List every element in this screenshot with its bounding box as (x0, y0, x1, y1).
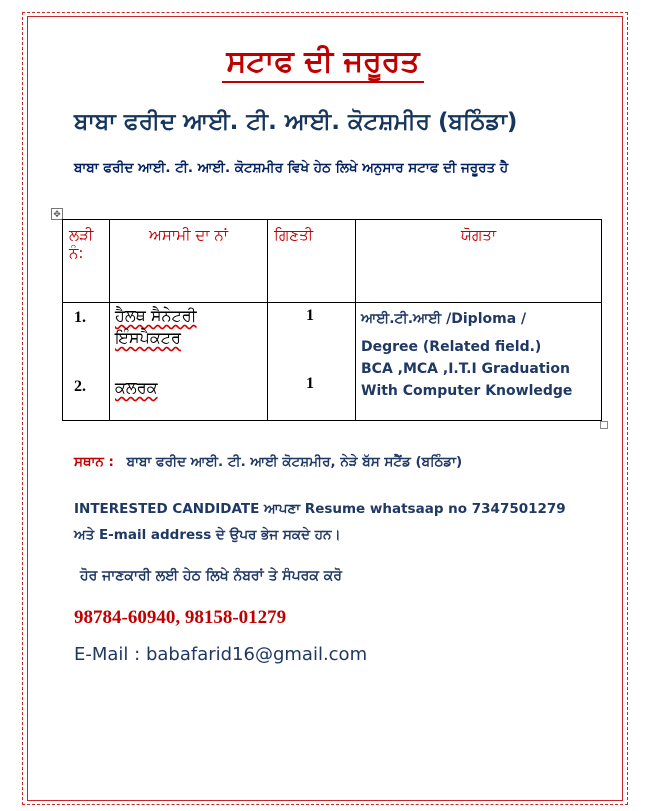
page-title (0, 44, 646, 79)
header-post-name: ਅਸਾਮੀ ਦਾ ਨਾਂ (110, 220, 268, 303)
title-text: ਸਟਾਫ ਦੀ ਜਰੂਰਤ (222, 44, 423, 83)
instruction-line-1: INTERESTED CANDIDATE ਆਪਣਾ Resume whatsaap no 7347501279 (74, 501, 566, 517)
table-header-row (63, 220, 602, 303)
row-2-serial: 2. (74, 378, 86, 395)
location-line (74, 454, 462, 470)
institute-name: ਬਾਬਾ ਫਰੀਦ ਆਈ. ਟੀ. ਆਈ. ਕੋਟਸ਼ਮੀਰ (ਬਠਿੰਡਾ) (74, 109, 518, 135)
location-label: ਸਥਾਨ : (74, 454, 114, 470)
header-serial-number: ਲੜੀ ਨੰ: (63, 220, 110, 303)
serial-cell (63, 303, 110, 421)
instruction-line-2: ਅਤੇ E-mail address ਦੇ ਉਪਰ ਭੇਜ ਸਕਦੇ ਹਨ। (74, 527, 341, 543)
requirement-statement: ਬਾਬਾ ਫਰੀਦ ਆਈ. ਟੀ. ਆਈ. ਕੋਟਸ਼ਮੀਰ ਵਿਖੇ ਹੇਠ ਲਿਖੇ ਅਨੁਸਾਰ ਸਟਾਫ ਦੀ ਜਰੂਰਤ ਹੈ (74, 160, 509, 176)
email-address: E-Mail : babafarid16@gmail.com (74, 644, 368, 665)
row-1-count: 1 (306, 307, 314, 324)
row-1-post: ਹੈਲਥ ਸੈਨੇਟਰੀ ਇੰਸਪੈਕਟਰ (115, 306, 197, 347)
qualification-line: BCA ,MCA ,I.T.I Graduation (361, 361, 570, 377)
header-qualification: ਯੋਗਤਾ (356, 220, 602, 303)
qualification-line: ਆਈ.ਟੀ.ਆਈ /Diploma / (361, 311, 527, 327)
phone-numbers: 98784-60940, 98158-01279 (74, 607, 287, 628)
qualification-line: Degree (Related field.) (361, 339, 542, 355)
table-move-handle-icon[interactable]: ✥ (51, 208, 63, 220)
contact-info-heading: ਹੋਰ ਜਾਣਕਾਰੀ ਲਈ ਹੇਠ ਲਿਖੇ ਨੰਬਰਾਂ ਤੇ ਸੰਪਰਕ ਕਰੋ (80, 568, 342, 584)
qualification-line: With Computer Knowledge (361, 383, 573, 399)
location-text: ਬਾਬਾ ਫਰੀਦ ਆਈ. ਟੀ. ਆਈ ਕੋਟਸ਼ਮੀਰ, ਨੇੜੇ ਬੱਸ ਸਟੈਂਡ (ਬਠਿੰਡਾ) (126, 454, 463, 470)
application-instructions (74, 496, 566, 548)
row-2-count: 1 (306, 375, 314, 392)
row-2-post: ਕਲਰਕ (115, 378, 158, 397)
qualification-text (361, 308, 597, 402)
table-resize-handle[interactable] (600, 421, 608, 429)
header-count: ਗਿਣਤੀ (268, 220, 356, 303)
row-1-serial: 1. (74, 309, 86, 326)
